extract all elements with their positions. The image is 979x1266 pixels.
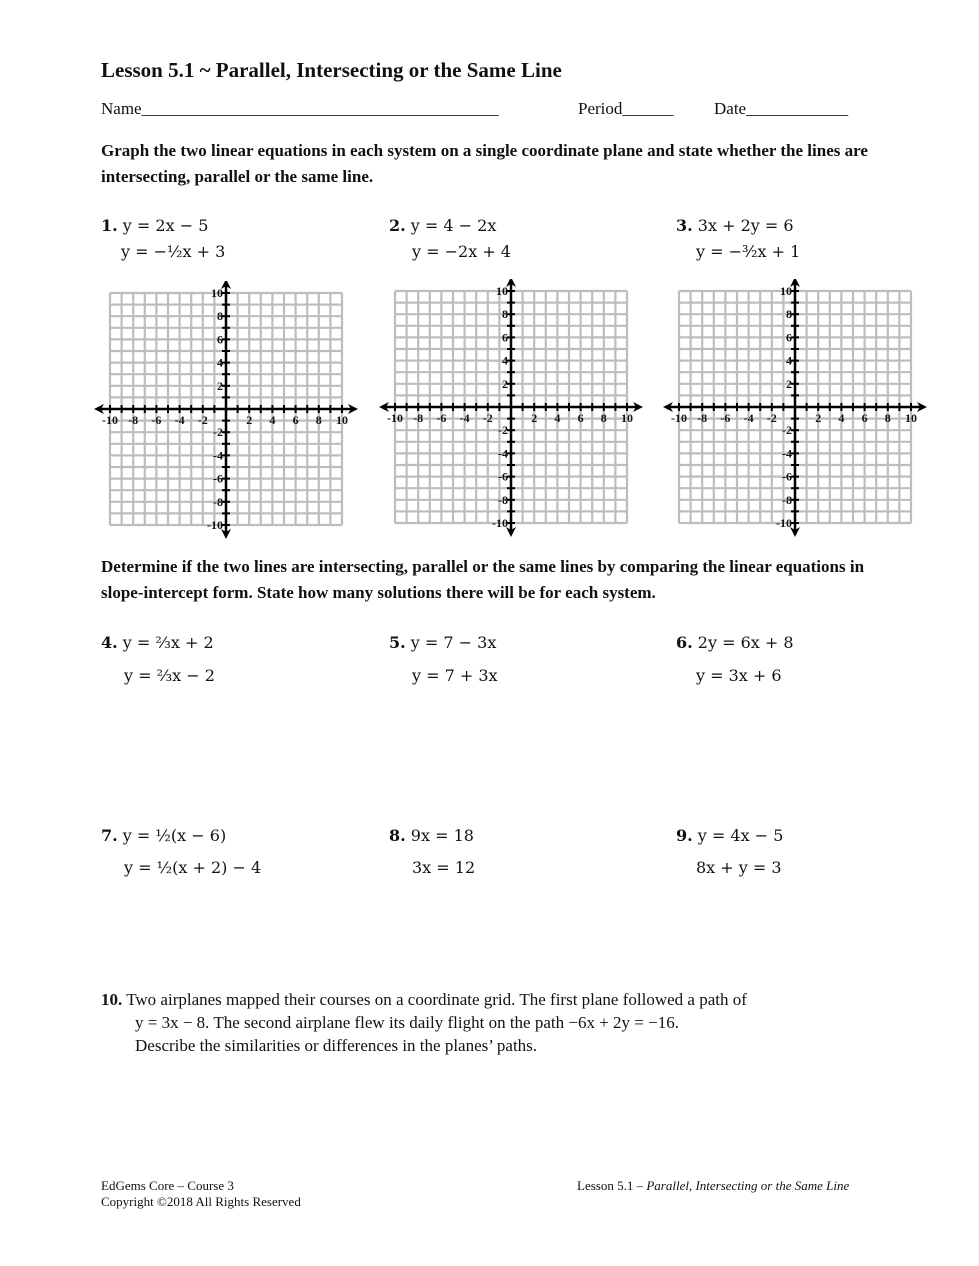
period-field[interactable]: Period______ bbox=[578, 99, 674, 118]
x-tick-label: -8 bbox=[697, 411, 708, 425]
y-tick-label: 2 bbox=[786, 376, 792, 391]
y-tick-label: -8 bbox=[213, 494, 223, 509]
problem-1 bbox=[101, 216, 208, 235]
equation-1: y = 7 − 3x bbox=[410, 633, 497, 652]
footer-course: EdGems Core – Course 3 bbox=[101, 1178, 234, 1193]
equation-2: y = 3x + 6 bbox=[696, 666, 782, 685]
y-tick-label: 10 bbox=[496, 284, 508, 298]
x-tick-label: 2 bbox=[531, 411, 538, 425]
problem-10-line-2: y = 3x − 8. The second airplane flew its daily flight on the path −6x + 2y = −16. bbox=[135, 1013, 679, 1032]
equation-2: y = 7 + 3x bbox=[412, 666, 498, 685]
equation-2: y = −³⁄₂x + 1 bbox=[696, 242, 801, 261]
y-tick-label: 8 bbox=[217, 309, 223, 324]
x-tick-label: -4 bbox=[743, 411, 754, 425]
equation-2: y = ½(x + 2) − 4 bbox=[124, 858, 262, 877]
y-tick-label: -10 bbox=[492, 516, 508, 530]
y-tick-label: -4 bbox=[782, 446, 792, 461]
y-tick-label: 4 bbox=[786, 353, 792, 368]
x-tick-label: 6 bbox=[861, 411, 868, 425]
x-tick-label: 10 bbox=[336, 413, 348, 427]
problem-3 bbox=[676, 216, 794, 235]
x-tick-label: -6 bbox=[151, 413, 162, 427]
y-tick-label: 10 bbox=[780, 284, 792, 298]
y-tick-label: 6 bbox=[217, 332, 223, 347]
footer-copyright: Copyright ©2018 All Rights Reserved bbox=[101, 1194, 301, 1209]
problem-number: 7. bbox=[101, 826, 118, 845]
equation-2: y = ⅔x − 2 bbox=[124, 666, 215, 685]
y-tick-label: 2 bbox=[217, 378, 223, 393]
x-tick-label: -8 bbox=[128, 413, 139, 427]
y-tick-label: -2 bbox=[213, 425, 223, 440]
problem-9 bbox=[676, 826, 783, 845]
y-tick-label: -8 bbox=[498, 492, 508, 507]
section2-instructions: Determine if the two lines are intersecting, parallel or the same lines by comparing the linear equations in slope-intercept form. State how many solutions there will be for each system. bbox=[101, 557, 865, 602]
x-tick-label: 4 bbox=[838, 411, 845, 425]
y-tick-label: 8 bbox=[502, 307, 508, 322]
x-tick-label: -6 bbox=[720, 411, 731, 425]
problem-5 bbox=[389, 633, 496, 652]
problem-8 bbox=[389, 826, 474, 845]
equation-1: 2y = 6x + 8 bbox=[697, 633, 794, 652]
y-tick-label: 8 bbox=[786, 307, 792, 322]
equation-2: y = −2x + 4 bbox=[412, 242, 511, 261]
name-field[interactable]: Name__________________________________________ bbox=[101, 99, 499, 118]
x-tick-label: 6 bbox=[292, 413, 299, 427]
x-tick-label: -6 bbox=[436, 411, 447, 425]
equation-1: 9x = 18 bbox=[410, 826, 474, 845]
problem-number: 8. bbox=[389, 826, 406, 845]
problem-number: 9. bbox=[676, 826, 693, 845]
date-field[interactable]: Date____________ bbox=[714, 99, 849, 118]
y-tick-label: 2 bbox=[502, 376, 508, 391]
section1-instructions: Graph the two linear equations in each system on a single coordinate plane and state whether the lines are intersecting, parallel or the same line. bbox=[101, 141, 868, 186]
y-tick-label: -4 bbox=[498, 446, 508, 461]
equation-2: y = −½x + 3 bbox=[121, 242, 226, 261]
footer-lesson-title: Parallel, Intersecting or the Same Line bbox=[646, 1178, 850, 1193]
coordinate-grid-2[interactable] bbox=[379, 279, 644, 539]
problem-number: 3. bbox=[676, 216, 693, 235]
y-tick-label: -8 bbox=[782, 492, 792, 507]
x-tick-label: -2 bbox=[482, 411, 493, 425]
coordinate-grid-3[interactable] bbox=[663, 279, 928, 539]
y-tick-label: -2 bbox=[498, 423, 508, 438]
x-tick-label: -10 bbox=[102, 413, 118, 427]
x-tick-label: 2 bbox=[815, 411, 822, 425]
y-tick-label: -2 bbox=[782, 423, 792, 438]
x-tick-label: -8 bbox=[413, 411, 424, 425]
y-tick-label: 4 bbox=[217, 355, 223, 370]
y-tick-label: 4 bbox=[502, 353, 508, 368]
equation-1: y = ⅔x + 2 bbox=[122, 633, 214, 652]
problem-10 bbox=[101, 988, 747, 1011]
equation-1: y = 4x − 5 bbox=[697, 826, 784, 845]
x-tick-label: -4 bbox=[459, 411, 470, 425]
equation-1: 3x + 2y = 6 bbox=[697, 216, 794, 235]
equation-1: y = 4 − 2x bbox=[410, 216, 497, 235]
equation-2: 8x + y = 3 bbox=[696, 858, 782, 877]
y-tick-label: -6 bbox=[498, 469, 508, 484]
y-tick-label: 6 bbox=[786, 330, 792, 345]
x-tick-label: 2 bbox=[246, 413, 253, 427]
problem-10-line-3: Describe the similarities or differences in the planes’ paths. bbox=[135, 1036, 538, 1055]
x-tick-label: 8 bbox=[315, 413, 322, 427]
problem-7 bbox=[101, 826, 226, 845]
footer-lesson bbox=[577, 1177, 849, 1194]
x-tick-label: -4 bbox=[174, 413, 185, 427]
x-tick-label: 10 bbox=[621, 411, 633, 425]
x-tick-label: 8 bbox=[884, 411, 891, 425]
x-tick-label: 4 bbox=[554, 411, 561, 425]
x-tick-label: 6 bbox=[577, 411, 584, 425]
y-tick-label: 10 bbox=[211, 286, 223, 300]
x-tick-label: -10 bbox=[387, 411, 403, 425]
x-tick-label: -10 bbox=[671, 411, 687, 425]
y-tick-label: -6 bbox=[782, 469, 792, 484]
x-tick-label: -2 bbox=[766, 411, 777, 425]
coordinate-grid-1[interactable] bbox=[94, 281, 359, 541]
problem-number: 5. bbox=[389, 633, 406, 652]
y-tick-label: 6 bbox=[502, 330, 508, 345]
problem-10-line-1: Two airplanes mapped their courses on a coordinate grid. The first plane followed a path of bbox=[126, 990, 747, 1009]
footer-lesson-prefix: Lesson 5.1 – bbox=[577, 1178, 647, 1193]
problem-6 bbox=[676, 633, 794, 652]
page-title: Lesson 5.1 ~ Parallel, Intersecting or the Same Line bbox=[101, 58, 562, 82]
x-tick-label: 10 bbox=[905, 411, 917, 425]
problem-number: 10. bbox=[101, 990, 123, 1009]
problem-number: 2. bbox=[389, 216, 406, 235]
y-tick-label: -10 bbox=[207, 518, 223, 532]
y-tick-label: -4 bbox=[213, 448, 223, 463]
problem-number: 6. bbox=[676, 633, 693, 652]
problem-4 bbox=[101, 633, 214, 652]
x-tick-label: -2 bbox=[197, 413, 208, 427]
y-tick-label: -6 bbox=[213, 471, 223, 486]
problem-number: 1. bbox=[101, 216, 118, 235]
problem-2 bbox=[389, 216, 496, 235]
x-tick-label: 4 bbox=[269, 413, 276, 427]
problem-number: 4. bbox=[101, 633, 118, 652]
equation-2: 3x = 12 bbox=[412, 858, 476, 877]
y-tick-label: -10 bbox=[776, 516, 792, 530]
x-tick-label: 8 bbox=[600, 411, 607, 425]
equation-1: y = ½(x − 6) bbox=[122, 826, 227, 845]
equation-1: y = 2x − 5 bbox=[122, 216, 209, 235]
